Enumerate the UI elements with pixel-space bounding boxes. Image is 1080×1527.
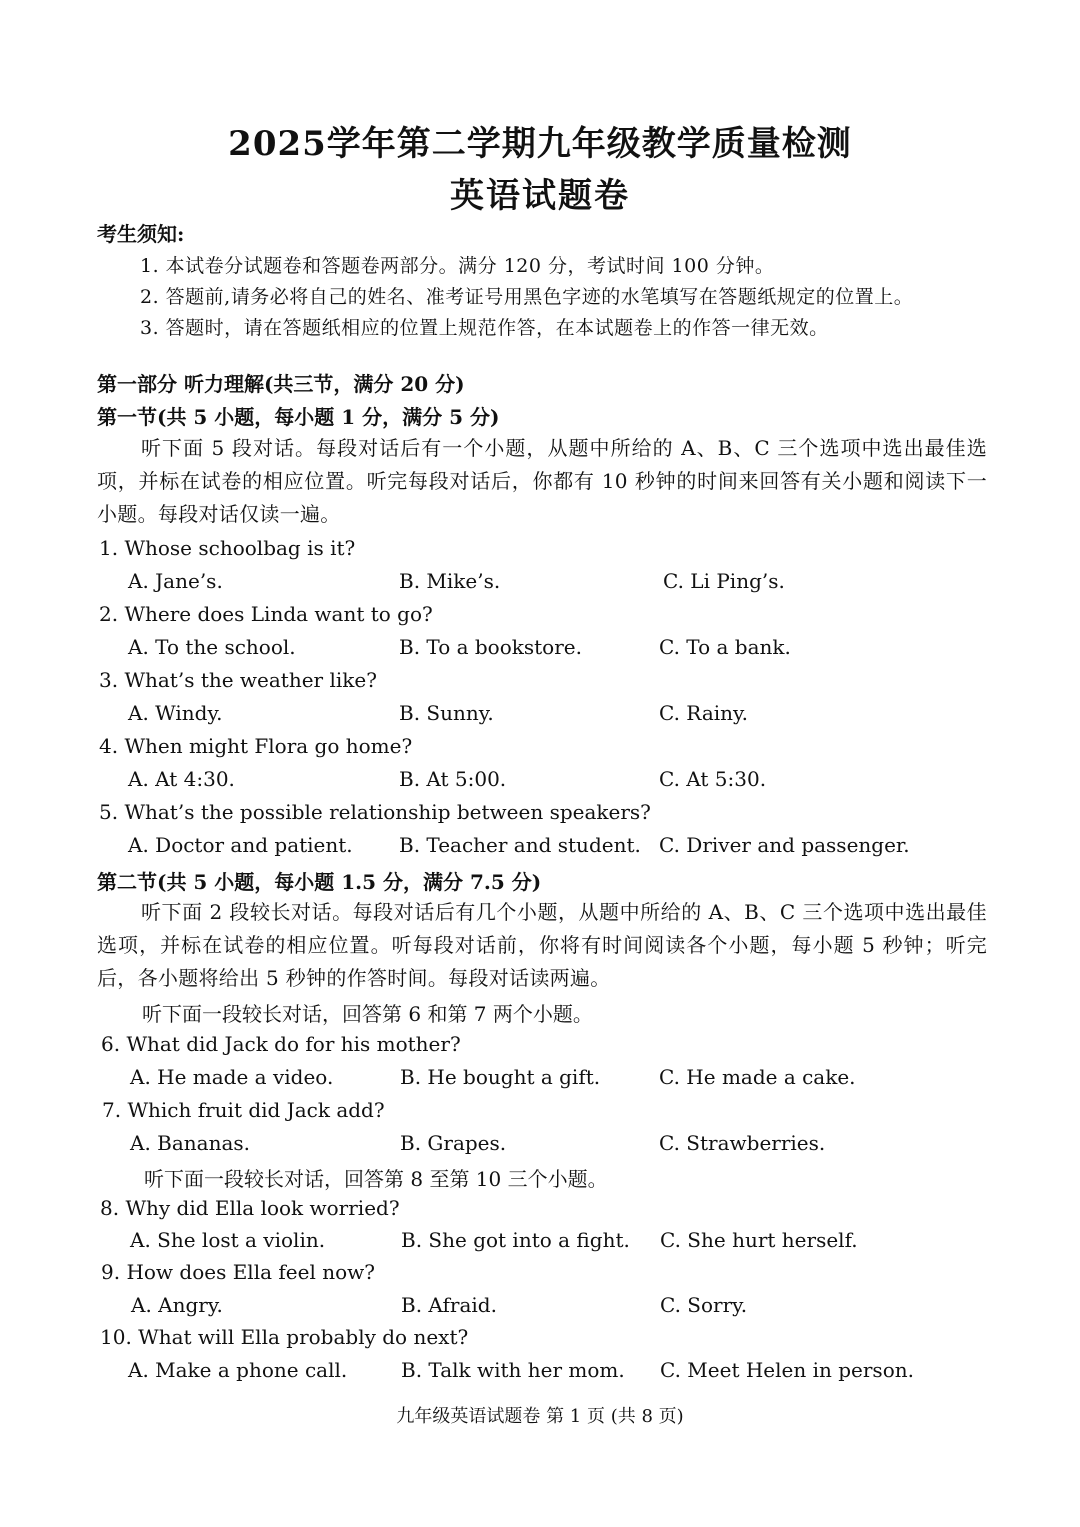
q6-option-c: C. He made a cake. [659, 1065, 856, 1089]
q3-option-b: B. Sunny. [399, 701, 494, 725]
q10-option-c: C. Meet Helen in person. [660, 1358, 914, 1382]
section2-instruction: 听下面 2 段较长对话。每段对话后有几个小题，从题中所给的 A、B、C 三个选项中选出最佳选项，并标在试卷的相应位置。听每段对话前，你将有时间阅读各个小题，每小题 5 秒钟；听完后，各小题将给出 5 秒钟的作答时间。每段对话读两遍。 [97, 900, 987, 990]
page-subtitle: 英语试题卷 [450, 176, 630, 216]
q5-option-c: C. Driver and passenger. [659, 833, 910, 857]
section1-heading: 第一节(共 5 小题，每小题 1 分，满分 5 分) [97, 405, 500, 429]
q7-option-b: B. Grapes. [400, 1131, 507, 1155]
page-title: 2025学年第二学期九年级教学质量检测 [228, 124, 852, 164]
q4-option-c: C. At 5:30. [659, 767, 767, 791]
q7-option-c: C. Strawberries. [659, 1131, 826, 1155]
q4-option-a: A. At 4:30. [128, 767, 235, 791]
q3-option-c: C. Rainy. [659, 701, 749, 725]
notice-item-1: 1. 本试卷分试题卷和答题卷两部分。满分 120 分，考试时间 100 分钟。 [140, 255, 775, 277]
q3-option-a: A. Windy. [128, 701, 223, 725]
q1-option-b: B. Mike’s. [399, 569, 501, 593]
q2-option-a: A. To the school. [128, 635, 296, 659]
question-10: 10. What will Ella probably do next? [100, 1325, 469, 1349]
q8-option-b: B. She got into a fight. [401, 1228, 630, 1252]
section2-sub-instruction-2: 听下面一段较长对话，回答第 8 至第 10 三个小题。 [144, 1167, 608, 1191]
q2-option-c: C. To a bank. [659, 635, 791, 659]
q6-option-a: A. He made a video. [130, 1065, 334, 1089]
question-5: 5. What’s the possible relationship between speakers? [99, 800, 651, 824]
q5-option-b: B. Teacher and student. [399, 833, 641, 857]
q1-option-c: C. Li Ping’s. [663, 569, 785, 593]
notice-item-2: 2. 答题前,请务必将自己的姓名、准考证号用黑色字迹的水笔填写在答题纸规定的位置上。 [140, 286, 914, 308]
section2-heading: 第二节(共 5 小题，每小题 1.5 分，满分 7.5 分) [97, 870, 542, 894]
section1-instruction: 听下面 5 段对话。每段对话后有一个小题，从题中所给的 A、B、C 三个选项中选出最佳选项，并标在试卷的相应位置。听完每段对话后，你都有 10 秒钟的时间来回答有关小题和阅读下一小题。每段对话仅读一遍。 [97, 436, 987, 526]
question-9: 9. How does Ella feel now? [101, 1260, 375, 1284]
question-7: 7. Which fruit did Jack add? [102, 1098, 385, 1122]
q4-option-b: B. At 5:00. [399, 767, 507, 791]
q8-option-c: C. She hurt herself. [660, 1228, 858, 1252]
q1-option-a: A. Jane’s. [128, 569, 223, 593]
q7-option-a: A. Bananas. [130, 1131, 251, 1155]
page-footer: 九年级英语试题卷 第 1 页 (共 8 页) [396, 1406, 684, 1427]
q6-option-b: B. He bought a gift. [400, 1065, 601, 1089]
question-4: 4. When might Flora go home? [99, 734, 413, 758]
q9-option-a: A. Angry. [131, 1293, 223, 1317]
q9-option-b: B. Afraid. [401, 1293, 497, 1317]
q2-option-b: B. To a bookstore. [399, 635, 582, 659]
question-3: 3. What’s the weather like? [99, 668, 377, 692]
q5-option-a: A. Doctor and patient. [128, 833, 353, 857]
q8-option-a: A. She lost a violin. [130, 1228, 326, 1252]
question-2: 2. Where does Linda want to go? [99, 602, 433, 626]
question-6: 6. What did Jack do for his mother? [101, 1032, 461, 1056]
q10-option-a: A. Make a phone call. [128, 1358, 348, 1382]
part1-heading: 第一部分 听力理解(共三节，满分 20 分) [97, 372, 465, 396]
section2-sub-instruction-1: 听下面一段较长对话，回答第 6 和第 7 两个小题。 [142, 1002, 593, 1026]
notice-heading: 考生须知: [97, 222, 185, 246]
notice-item-3: 3. 答题时，请在答题纸相应的位置上规范作答，在本试题卷上的作答一律无效。 [140, 317, 829, 339]
q10-option-b: B. Talk with her mom. [401, 1358, 625, 1382]
question-1: 1. Whose schoolbag is it? [99, 536, 356, 560]
question-8: 8. Why did Ella look worried? [100, 1196, 400, 1220]
q9-option-c: C. Sorry. [660, 1293, 748, 1317]
